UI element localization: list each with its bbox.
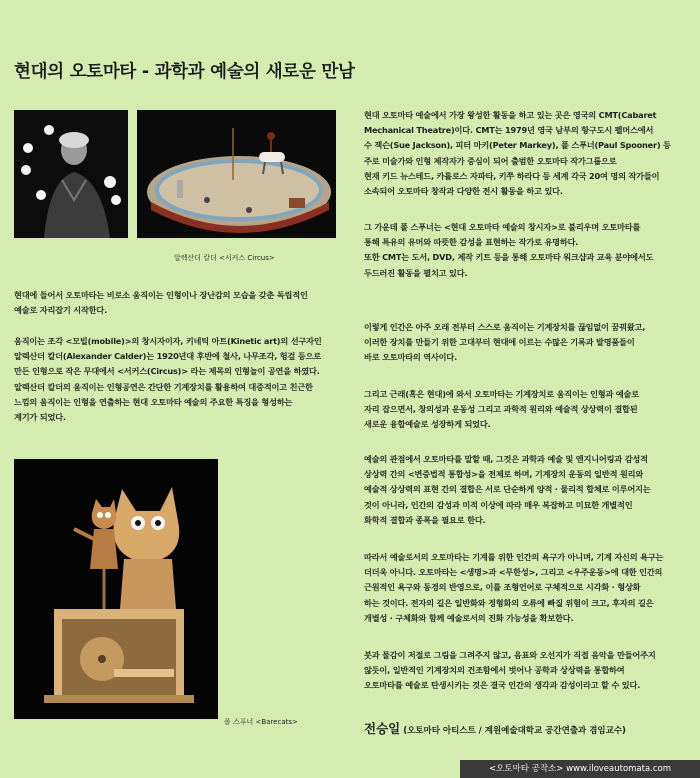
text-line: 현재 키드 뉴스테드, 카롤로스 자파타, 키쭈 하라다 등 세계 각국 20여 명의 작가들이 — [364, 170, 660, 181]
text-line: 주로 미술가와 인형 제작자가 중심이 되어 출범한 오토마타 작가그룹으로 — [364, 155, 617, 166]
text-line: 현대에 들어서 오토마타는 비로소 움직이는 인형이나 장난감의 모습을 갖춘 독립적인 — [14, 290, 308, 300]
text-line: 예술적 상상력의 표현 간의 결합은 서로 단순하게 양적 · 물리적 합체로 이루어지는 — [364, 484, 651, 495]
text-line: 이러한 장치를 만들기 위한 고대부터 현대에 이르는 수많은 기록과 발명품들이 — [364, 337, 635, 348]
text-line: 붓과 물감이 저절로 그림을 그려주지 않고, 음표와 오선지가 직접 음악을 만들어주지 — [364, 650, 656, 660]
right-paragraph-6 — [364, 550, 663, 626]
text-line: 움직이는 조각 <모빌(mobile)>의 창시자이자, 키네틱 아트(Kinetic art)의 선구자인 — [14, 336, 322, 346]
text-line: 이렇게 인간은 아주 오래 전부터 스스로 움직이는 기계장치를 끊임없이 꿈꿔왔고, — [364, 322, 646, 332]
text-line: 수 잭슨(Sue Jackson), 피터 마키(Peter Markey), 폴 스푸너(Paul Spooner) 등 — [364, 140, 671, 151]
text-line: 알렉산더 칼더(Alexander Calder)는 1920년대 후반에 철사, 나무조각, 헝겊 등으로 — [14, 351, 321, 362]
right-paragraph-7 — [364, 648, 656, 694]
text-line: 것이 아니라, 인간의 감성과 미적 이상에 따라 매우 복잡하고 미묘한 개별적인 — [364, 499, 633, 510]
text-line: 소속되어 오토마타 창작과 다양한 전시 활동을 하고 있다. — [364, 186, 563, 197]
text-line: 않듯이, 일반적인 기계장치의 건조함에서 벗어나 공학과 상상력을 통합하여 — [364, 665, 625, 676]
text-line: 따라서 예술로서의 오토마타는 기계를 위한 인간의 욕구가 아니며, 기계 자신의 욕구는 — [364, 552, 664, 562]
author-role: (오토마타 아티스트 / 계원예술대학교 공간연출과 겸임교수) — [400, 726, 626, 736]
text-line: 근원적인 욕구와 동경의 반영으로, 이를 조형언어로 구체적으로 시각화 · 형상화 — [364, 582, 641, 593]
left-paragraph-1 — [14, 288, 308, 318]
calder-circus-photo — [137, 110, 336, 238]
author-name: 전승일 — [364, 721, 401, 736]
text-line: 통해 특유의 유머와 따뜻한 감성을 표현하는 작가로 유명하다. — [364, 237, 579, 248]
text-line: 알렉산더 칼더의 움직이는 인형공연은 간단한 기계장치를 활용하여 대중적이고 친근한 — [14, 381, 313, 392]
text-line: 느낌의 움직이는 인형을 연출하는 현대 오토마타 예술의 주요한 특징을 형성하는 — [14, 396, 293, 407]
text-line: Mechanical Theatre)이다. CMT는 1979년 영국 남부의 항구도시 펠머스에서 — [364, 125, 654, 136]
footer-credit: <오토마타 공작소> www.iloveautomata.com — [460, 760, 700, 778]
text-line: 바로 오토마타의 역사이다. — [364, 352, 458, 363]
text-line: 그리고 근래(혹은 현대)에 와서 오토마타는 기계장치로 움직이는 인형과 예술로 — [364, 389, 639, 399]
barecats-photo — [14, 459, 218, 719]
right-paragraph-4 — [364, 387, 639, 433]
text-line: 두드러진 활동을 펼치고 있다. — [364, 267, 468, 278]
text-line: 예술의 관점에서 오토마타를 말할 때, 그것은 과학과 예술 및 엔지니어링과 감성적 — [364, 454, 648, 464]
calder-caption: 알렉산더 칼더 <서커스 Circus> — [174, 254, 275, 262]
text-line: 또한 CMT는 도서, DVD, 제작 키트 등을 통해 오토마타 워크샵과 교육 분야에서도 — [364, 252, 654, 263]
barecats-caption: 폴 스푸너 <Barecats> — [224, 718, 298, 726]
calder-portrait-photo — [14, 110, 128, 238]
wooden-automaton-illustration — [14, 459, 218, 719]
text-line: 오토마타를 예술로 탄생시키는 것은 결국 인간의 생각과 감성이라고 할 수 있다. — [364, 680, 641, 691]
calder-portrait-illustration — [14, 110, 128, 238]
right-paragraph-3 — [364, 320, 645, 366]
author-signature — [364, 718, 626, 737]
text-line: 만든 인형으로 작은 무대에서 <서커스(Circus)> 라는 제목의 인형놀이 공연을 하였다. — [14, 366, 320, 377]
text-line: 예술로 자리잡기 시작한다. — [14, 305, 108, 316]
left-paragraph-2 — [14, 334, 322, 425]
text-line: 새로운 융합예술로 성장하게 되었다. — [364, 419, 491, 430]
text-line: 더더욱 아니다. 오토마타는 <생명>과 <무한성>, 그리고 <우주운동>에 대한 인간의 — [364, 567, 663, 578]
right-paragraph-1 — [364, 108, 671, 199]
text-line: 현대 오토마타 예술에서 가장 왕성한 활동을 하고 있는 곳은 영국의 CMT(Cabaret — [364, 110, 657, 120]
text-line: 그 가운데 폴 스푸너는 <현대 오토마타 예술의 창시자>로 불리우며 오토마타를 — [364, 222, 641, 232]
text-line: 화학적 결합과 종폭을 필요로 한다. — [364, 514, 486, 525]
text-line: 자리 잡으면서, 창의성과 운동성 그리고 과학적 원리와 예술적 상상력이 결합된 — [364, 404, 638, 415]
text-line: 하는 것이다. 전자의 길은 일반화와 정형화의 오류에 빠질 위험이 크고, 후자의 길은 — [364, 597, 654, 608]
text-line: 개별성 · 구체화와 함께 예술로서의 진화 가능성을 확보한다. — [364, 612, 574, 623]
text-line: 계기가 되었다. — [14, 412, 66, 423]
right-paragraph-5 — [364, 452, 650, 528]
page-title: 현대의 오토마타 - 과학과 예술의 새로운 만남 — [14, 62, 355, 82]
text-line: 상상력 간의 <변증법적 통합성>을 전제로 하며, 기계장치 운동의 일반적 원리와 — [364, 469, 644, 480]
right-paragraph-2 — [364, 220, 653, 281]
circus-ring-illustration — [137, 110, 336, 238]
